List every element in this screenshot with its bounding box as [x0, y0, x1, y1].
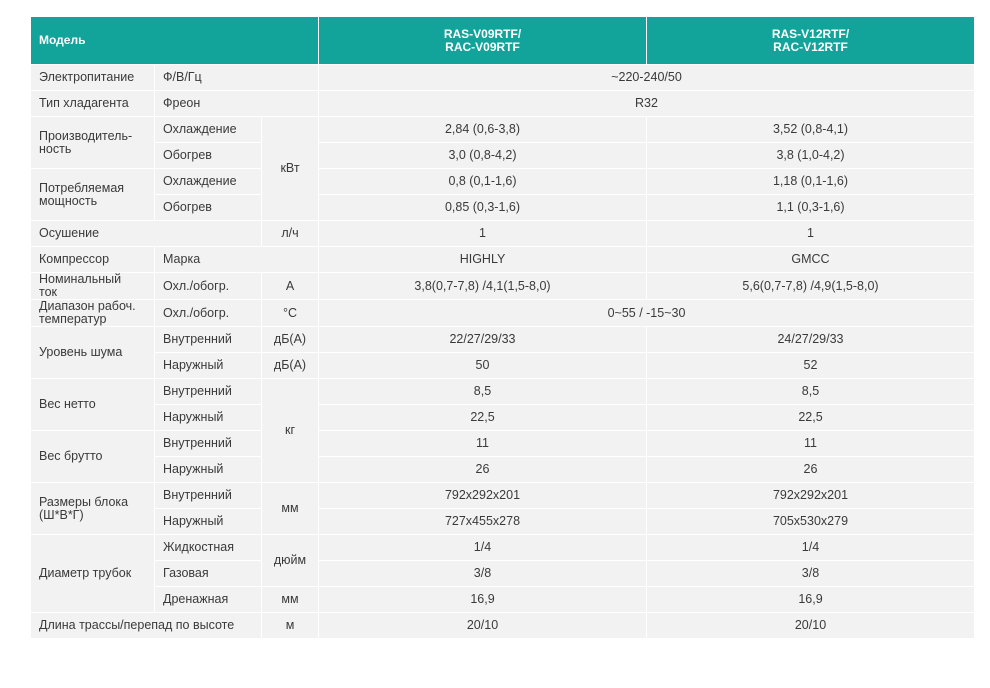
row-net-weight-indoor: [31, 379, 975, 405]
row-sub: Внутренний: [155, 483, 262, 509]
cell-v09: 22/27/29/33: [319, 327, 647, 353]
model-v12-header: [647, 17, 975, 65]
row-label: Осушение: [31, 221, 262, 247]
cell-v09: 3,8(0,7-7,8) /4,1(1,5-8,0): [319, 273, 647, 300]
row-pipes-drain: [31, 587, 975, 613]
cell-v12: 26: [647, 457, 975, 483]
unit-inch: дюйм: [262, 535, 319, 587]
label-line: (Ш*В*Г): [39, 507, 84, 522]
row-sub: Наружный: [155, 353, 262, 379]
model-v12-line1: RAS-V12RTF/: [771, 26, 850, 41]
row-power-supply: [31, 65, 975, 91]
row-sub: Охлаждение: [155, 169, 262, 195]
row-sub: Жидкостная: [155, 535, 262, 561]
cell-v09: 16,9: [319, 587, 647, 613]
cell-v12: 22,5: [647, 405, 975, 431]
row-unit: дБ(А): [262, 327, 319, 353]
cell-v12: GMCC: [647, 247, 975, 273]
cell-v12: 5,6(0,7-7,8) /4,9(1,5-8,0): [647, 273, 975, 300]
row-sub: Газовая: [155, 561, 262, 587]
cell-value: 0~55 / -15~30: [319, 300, 975, 327]
row-capacity-heating: [31, 143, 975, 169]
row-label: [31, 273, 155, 300]
row-compressor: [31, 247, 975, 273]
row-consumption-cooling: [31, 169, 975, 195]
row-label: [31, 300, 155, 327]
cell-v09: 8,5: [319, 379, 647, 405]
row-refrigerant: [31, 91, 975, 117]
row-label: Компрессор: [31, 247, 155, 273]
cell-value: R32: [319, 91, 975, 117]
row-unit: °C: [262, 300, 319, 327]
cell-v09: 727x455x278: [319, 509, 647, 535]
row-label: [31, 117, 155, 169]
label-line: Потребляемая: [39, 180, 125, 195]
label-line: Размеры блока: [39, 494, 129, 509]
row-label: [31, 169, 155, 221]
cell-v12: 8,5: [647, 379, 975, 405]
unit-mm: мм: [262, 483, 319, 535]
label-line: ность: [39, 141, 72, 156]
row-dimensions-outdoor: [31, 509, 975, 535]
label-line: мощность: [39, 193, 98, 208]
spec-table: [30, 16, 975, 639]
cell-v12: 16,9: [647, 587, 975, 613]
cell-v12: 3/8: [647, 561, 975, 587]
label-line: ток: [39, 285, 58, 299]
row-sub: Фреон: [155, 91, 319, 117]
cell-value: ~220-240/50: [319, 65, 975, 91]
row-net-weight-outdoor: [31, 405, 975, 431]
cell-v09: 50: [319, 353, 647, 379]
row-label: Уровень шума: [31, 327, 155, 379]
row-sub: Обогрев: [155, 195, 262, 221]
model-v09-line2: RAC-V09RTF: [445, 39, 520, 54]
row-label: Диаметр трубок: [31, 535, 155, 613]
cell-v12: 3,52 (0,8-4,1): [647, 117, 975, 143]
row-noise-outdoor: [31, 353, 975, 379]
cell-v12: 1/4: [647, 535, 975, 561]
row-pipe-length: [31, 613, 975, 639]
cell-v09: 0,8 (0,1-1,6): [319, 169, 647, 195]
model-v12-line2: RAC-V12RTF: [773, 39, 848, 54]
row-sub: Обогрев: [155, 143, 262, 169]
row-dimensions-indoor: [31, 483, 975, 509]
row-unit: м: [262, 613, 319, 639]
cell-v09: 11: [319, 431, 647, 457]
row-pipes-liquid: [31, 535, 975, 561]
row-label: Длина трассы/перепад по высоте: [31, 613, 262, 639]
cell-v12: 1,18 (0,1-1,6): [647, 169, 975, 195]
row-gross-weight-outdoor: [31, 457, 975, 483]
label-line: Производитель-: [39, 128, 133, 143]
model-header: Модель: [31, 17, 319, 65]
unit-kw: кВт: [262, 117, 319, 221]
row-current: [31, 273, 975, 300]
row-label: Вес брутто: [31, 431, 155, 483]
row-label: Тип хладагента: [31, 91, 155, 117]
model-v09-header: [319, 17, 647, 65]
cell-v09: HIGHLY: [319, 247, 647, 273]
cell-v12: 52: [647, 353, 975, 379]
cell-v09: 1/4: [319, 535, 647, 561]
label-line: температур: [39, 312, 107, 326]
cell-v09: 792x292x201: [319, 483, 647, 509]
row-sub: Внутренний: [155, 327, 262, 353]
row-unit: л/ч: [262, 221, 319, 247]
header-row: [31, 17, 975, 65]
row-label: [31, 483, 155, 535]
row-sub: Охл./обогр.: [155, 300, 262, 327]
row-temp-range: [31, 300, 975, 327]
row-sub: Дренажная: [155, 587, 262, 613]
row-sub: Охл./обогр.: [155, 273, 262, 300]
row-sub: Охлаждение: [155, 117, 262, 143]
cell-v09: 26: [319, 457, 647, 483]
cell-v12: 1: [647, 221, 975, 247]
row-label: Вес нетто: [31, 379, 155, 431]
row-noise-indoor: [31, 327, 975, 353]
unit-mm: мм: [262, 587, 319, 613]
row-capacity-cooling: [31, 117, 975, 143]
row-sub: Внутренний: [155, 431, 262, 457]
row-sub: Ф/В/Гц: [155, 65, 319, 91]
row-sub: Внутренний: [155, 379, 262, 405]
model-v09-line1: RAS-V09RTF/: [443, 26, 522, 41]
cell-v09: 3,0 (0,8-4,2): [319, 143, 647, 169]
label-line: Номинальный: [39, 272, 122, 286]
row-sub: Марка: [155, 247, 319, 273]
unit-kg: кг: [262, 379, 319, 483]
cell-v12: 11: [647, 431, 975, 457]
cell-v12: 705x530x279: [647, 509, 975, 535]
row-unit: дБ(А): [262, 353, 319, 379]
row-label: Электропитание: [31, 65, 155, 91]
cell-v09: 2,84 (0,6-3,8): [319, 117, 647, 143]
cell-v12: 3,8 (1,0-4,2): [647, 143, 975, 169]
row-sub: Наружный: [155, 405, 262, 431]
row-unit: А: [262, 273, 319, 300]
cell-v09: 20/10: [319, 613, 647, 639]
row-sub: Наружный: [155, 457, 262, 483]
cell-v09: 0,85 (0,3-1,6): [319, 195, 647, 221]
cell-v12: 792x292x201: [647, 483, 975, 509]
cell-v12: 24/27/29/33: [647, 327, 975, 353]
cell-v09: 3/8: [319, 561, 647, 587]
cell-v12: 20/10: [647, 613, 975, 639]
row-dehumid: [31, 221, 975, 247]
row-consumption-heating: [31, 195, 975, 221]
row-sub: Наружный: [155, 509, 262, 535]
row-gross-weight-indoor: [31, 431, 975, 457]
cell-v09: 1: [319, 221, 647, 247]
row-pipes-gas: [31, 561, 975, 587]
cell-v12: 1,1 (0,3-1,6): [647, 195, 975, 221]
cell-v09: 22,5: [319, 405, 647, 431]
label-line: Диапазон рабоч.: [39, 299, 136, 313]
